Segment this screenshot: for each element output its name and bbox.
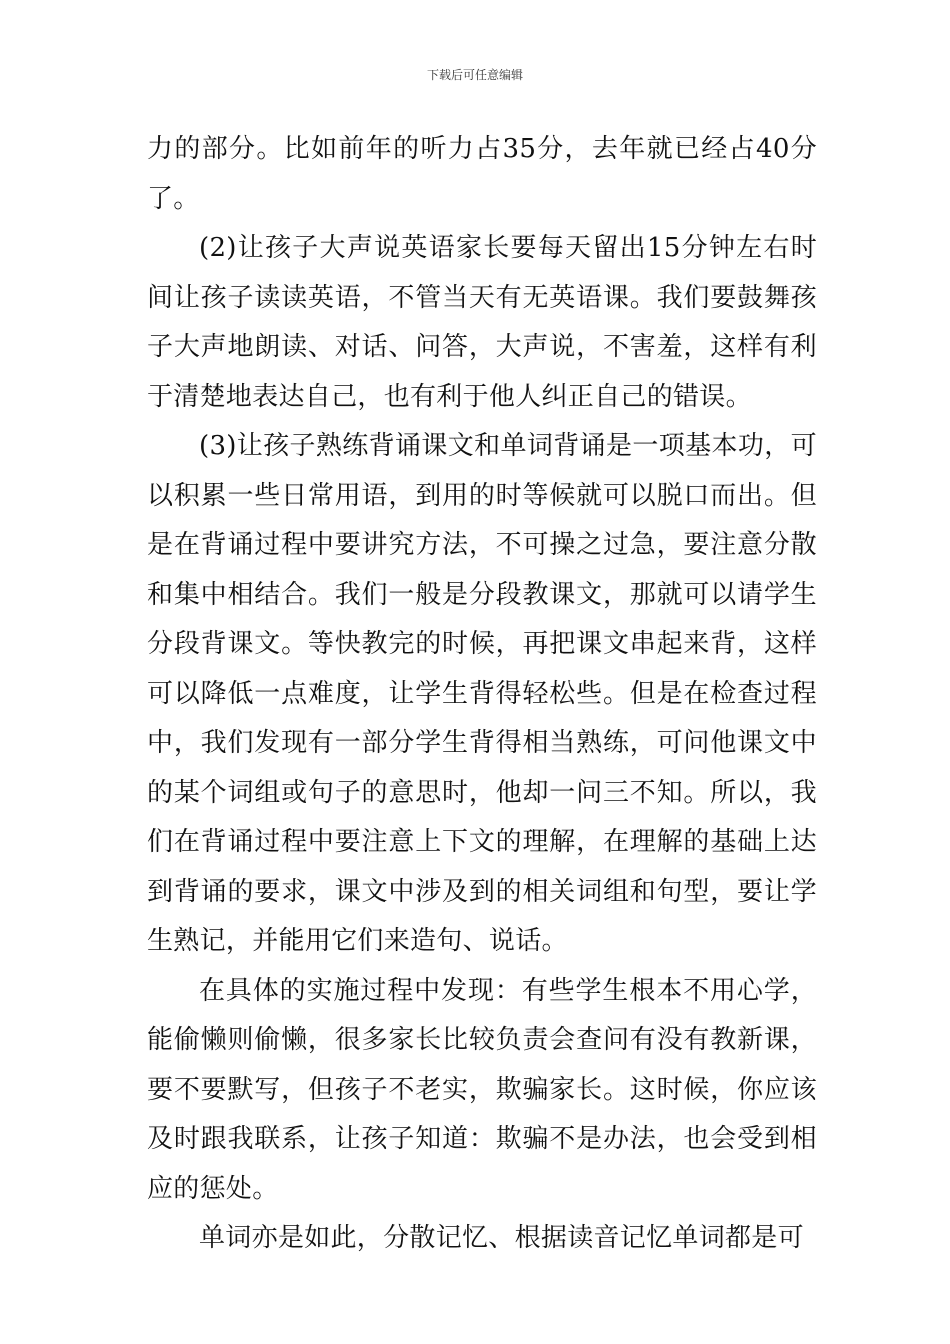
document-body <box>147 125 817 1264</box>
paragraph-recite-texts: (3)让孩子熟练背诵课文和单词背诵是一项基本功，可以积累一些日常用语，到用的时等候就可以脱口而出。但是在背诵过程中要讲究方法，不可操之过急，要注意分散和集中相结合。我们一般是分段教课文，那就可以请学生分段背课文。等快教完的时候，再把课文串起来背，这样可以降低一点难度，让学生背得轻松些。但是在检查过程中，我们发现有一部分学生背得相当熟练，可问他课文中的某个词组或句子的意思时，他却一问三不知。所以，我们在背诵过程中要注意上下文的理解，在理解的基础上达到背诵的要求，课文中涉及到的相关词组和句型，要让学生熟记，并能用它们来造句、说话。 <box>147 431 817 956</box>
paragraph-continuation: 力的部分。比如前年的听力占35分，去年就已经占40分了。 <box>147 134 817 214</box>
paragraph-vocabulary: 单词亦是如此，分散记忆、根据读音记忆单词都是可 <box>199 1223 804 1253</box>
page-header: 下载后可任意编辑 <box>426 68 523 82</box>
paragraph-speak-english: (2)让孩子大声说英语家长要每天留出15分钟左右时间让孩子读读英语，不管当天有无英语课。我们要鼓舞孩子大声地朗读、对话、问答，大声说，不害羞，这样有利于清楚地表达自己，也有利于他人纠正自己的错误。 <box>147 233 817 412</box>
paragraph-implementation: 在具体的实施过程中发现：有些学生根本不用心学，能偷懒则偷懒，很多家长比较负责会查问有没有教新课，要不要默写，但孩子不老实，欺骗家长。这时候，你应该及时跟我联系，让孩子知道：欺骗不是办法，也会受到相应的惩处。 <box>147 975 817 1204</box>
